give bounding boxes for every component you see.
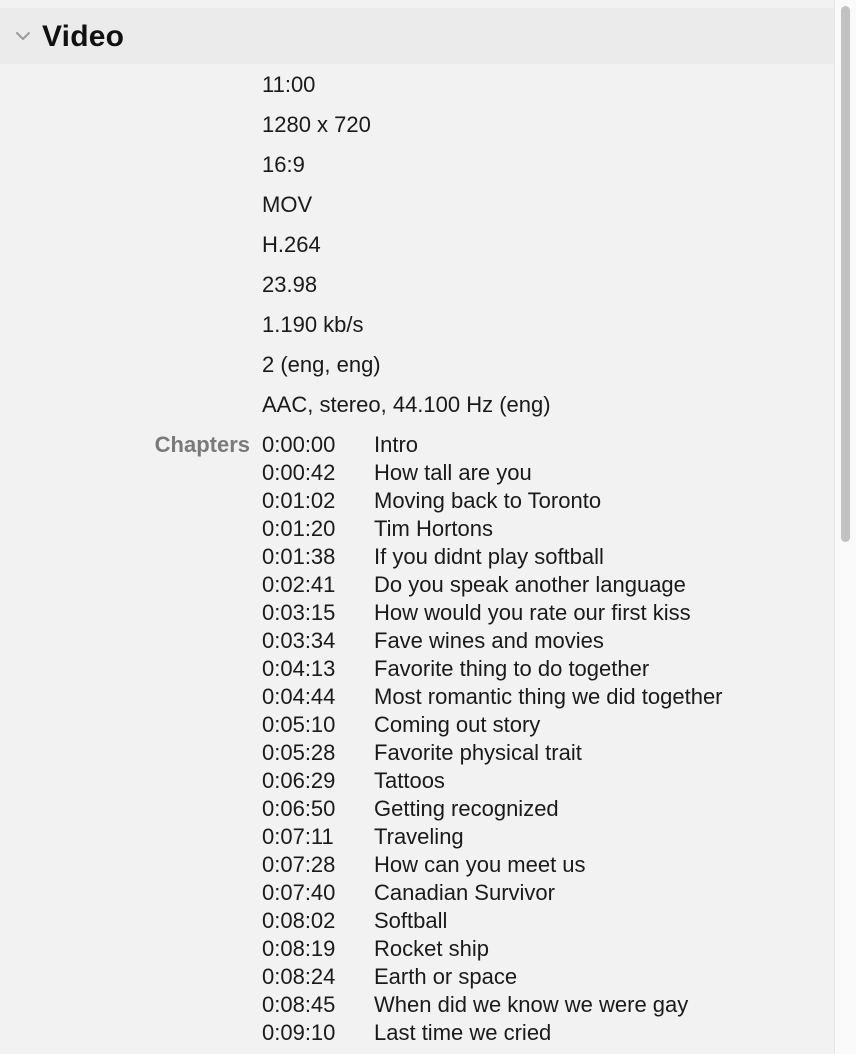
chapter-time: 0:07:28 bbox=[262, 852, 336, 877]
chapter-time: 0:05:10 bbox=[262, 712, 336, 737]
size-value: 1280 x 720 bbox=[262, 112, 371, 137]
chapter-title: Intro bbox=[374, 432, 419, 457]
chapter-title: Coming out story bbox=[374, 712, 541, 737]
chevron-down-icon[interactable] bbox=[13, 29, 33, 43]
chapter-item bbox=[262, 599, 822, 627]
chapter-item bbox=[262, 739, 822, 767]
chapter-time: 0:02:41 bbox=[262, 572, 336, 597]
chapter-item bbox=[262, 823, 822, 851]
video-section-header[interactable] bbox=[0, 8, 834, 64]
chapter-item bbox=[262, 1019, 822, 1047]
chapter-time: 0:06:50 bbox=[262, 796, 336, 821]
chapter-title: Tim Hortons bbox=[374, 516, 493, 541]
chapter-title: When did we know we were gay bbox=[374, 992, 689, 1017]
chapter-title: Most romantic thing we did together bbox=[374, 684, 723, 709]
chapter-item bbox=[262, 543, 822, 571]
chapter-title: How can you meet us bbox=[374, 852, 586, 877]
chapter-title: Getting recognized bbox=[374, 796, 559, 821]
chapter-title: Earth or space bbox=[374, 964, 518, 989]
frame-rate-value: 23.98 bbox=[262, 272, 318, 297]
chapter-time: 0:09:10 bbox=[262, 1020, 336, 1045]
chapter-item bbox=[262, 627, 822, 655]
chapter-title: Moving back to Toronto bbox=[374, 488, 602, 513]
chapter-title: Fave wines and movies bbox=[374, 628, 604, 653]
chapter-item bbox=[262, 571, 822, 599]
scrollbar-thumb[interactable] bbox=[841, 6, 850, 542]
chapter-item bbox=[262, 935, 822, 963]
chapter-time: 0:08:45 bbox=[262, 992, 336, 1017]
chapter-time: 0:03:15 bbox=[262, 600, 336, 625]
video-bitrate-value: 1.190 kb/s bbox=[262, 312, 364, 337]
chapter-time: 0:05:28 bbox=[262, 740, 336, 765]
chapter-time: 0:07:40 bbox=[262, 880, 336, 905]
chapter-time: 0:04:13 bbox=[262, 656, 336, 681]
chapter-title: Favorite thing to do together bbox=[374, 656, 650, 681]
chapter-item bbox=[262, 907, 822, 935]
chapter-title: Favorite physical trait bbox=[374, 740, 582, 765]
chapter-item bbox=[262, 711, 822, 739]
chapter-time: 0:01:38 bbox=[262, 544, 336, 569]
chapter-time: 0:01:20 bbox=[262, 516, 336, 541]
chapter-time: 0:00:42 bbox=[262, 460, 336, 485]
chapters-list bbox=[262, 431, 822, 1047]
chapter-item bbox=[262, 431, 822, 459]
chapter-time: 0:08:19 bbox=[262, 936, 336, 961]
chapter-title: Rocket ship bbox=[374, 936, 489, 961]
audio-value: AAC, stereo, 44.100 Hz (eng) bbox=[262, 392, 551, 417]
chapter-item bbox=[262, 851, 822, 879]
section-title: Video bbox=[42, 20, 125, 53]
chapter-item bbox=[262, 963, 822, 991]
chapter-item bbox=[262, 991, 822, 1019]
chapter-title: How would you rate our first kiss bbox=[374, 600, 691, 625]
aspect-ratio-value: 16:9 bbox=[262, 152, 305, 177]
chapter-time: 0:00:00 bbox=[262, 432, 336, 457]
chapter-time: 0:04:44 bbox=[262, 684, 336, 709]
chapter-time: 0:07:11 bbox=[262, 824, 334, 849]
chapters-label: Chapters bbox=[154, 432, 250, 457]
chapter-title: If you didnt play softball bbox=[374, 544, 604, 569]
chapter-title: Traveling bbox=[374, 824, 464, 849]
format-value: MOV bbox=[262, 192, 313, 217]
chapter-title: Tattoos bbox=[374, 768, 445, 793]
chapter-title: Do you speak another language bbox=[374, 572, 686, 597]
chapter-item bbox=[262, 683, 822, 711]
chapter-time: 0:03:34 bbox=[262, 628, 336, 653]
duration-value: 11:00 bbox=[262, 72, 316, 97]
chapter-item bbox=[262, 655, 822, 683]
chapter-time: 0:01:02 bbox=[262, 488, 336, 513]
chapter-title: Last time we cried bbox=[374, 1020, 552, 1045]
chapter-title: How tall are you bbox=[374, 460, 532, 485]
chapter-item bbox=[262, 515, 822, 543]
chapter-title: Softball bbox=[374, 908, 448, 933]
chapter-time: 0:08:24 bbox=[262, 964, 336, 989]
chapter-item bbox=[262, 459, 822, 487]
chapter-item bbox=[262, 795, 822, 823]
chapter-time: 0:06:29 bbox=[262, 768, 336, 793]
chapter-item bbox=[262, 767, 822, 795]
subtitles-value: 2 (eng, eng) bbox=[262, 352, 381, 377]
codec-value: H.264 bbox=[262, 232, 321, 257]
chapter-item bbox=[262, 487, 822, 515]
chapter-time: 0:08:02 bbox=[262, 908, 336, 933]
chapter-title: Canadian Survivor bbox=[374, 880, 555, 905]
chapter-item bbox=[262, 879, 822, 907]
